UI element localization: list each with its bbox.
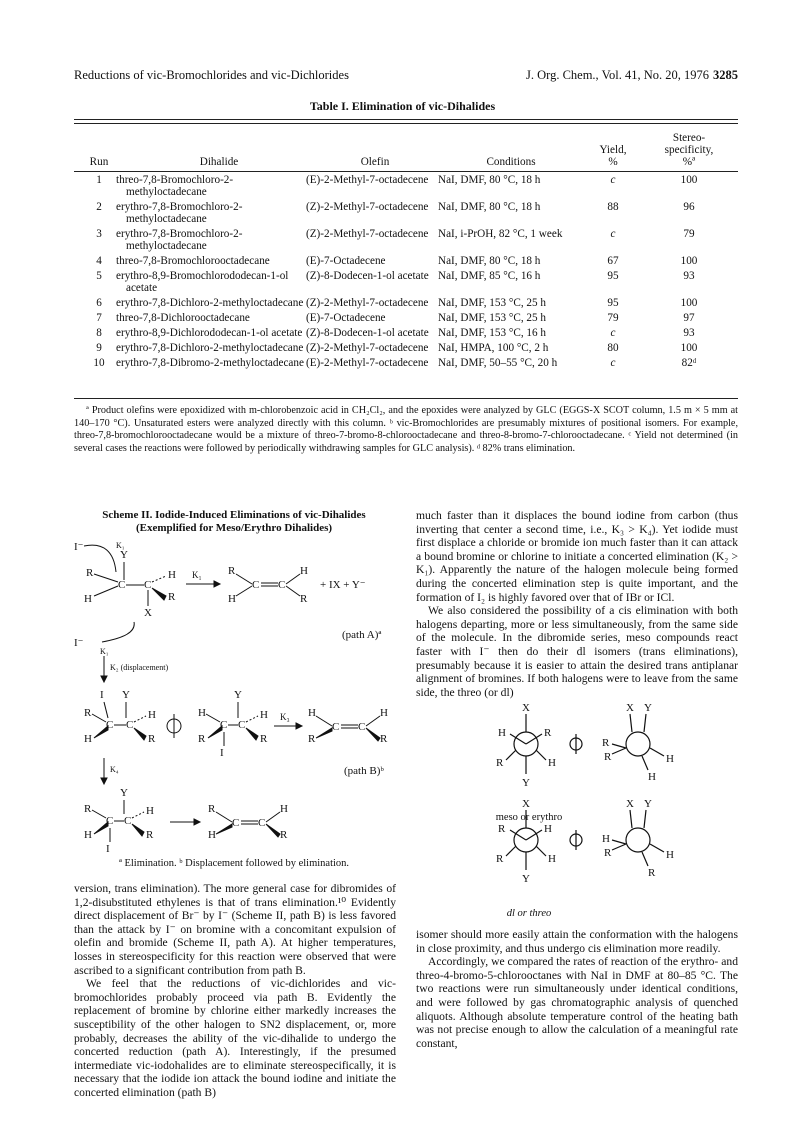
svg-text:X: X xyxy=(522,798,530,810)
svg-text:C: C xyxy=(220,719,228,731)
cell-yield: c xyxy=(610,327,616,339)
cell-run: 9 xyxy=(96,342,102,354)
svg-text:C: C xyxy=(358,721,366,733)
svg-text:C: C xyxy=(106,719,114,731)
col-olefin: Olefin xyxy=(360,156,390,168)
scheme-footnote: ª Elimination. ᵇ Displacement followed by elimination. xyxy=(118,858,350,869)
table-row xyxy=(74,198,738,225)
header-left-title: Reductions of vic-Bromochlorides and vic-Dichlorides xyxy=(74,68,349,82)
table-row xyxy=(74,225,738,252)
cell-olefin: (Z)-2-Methyl-7-octadecene xyxy=(306,297,429,309)
cell-olefin: (E)-7-Octadecene xyxy=(306,312,386,324)
cell-olefin: (E)-7-Octadecene xyxy=(306,255,386,267)
cell-run: 6 xyxy=(96,297,102,309)
left-paragraph-2: We feel that the reductions of vic-dichlorides and vic-bromochlorides probably proceed via path B. Evidently the replacement of bromine by chlorine either markedly increases the susceptibility of the other halogen to SN2 displacement, or, more probably, decreases the ability of the vic-dihalide to undergo the concerted reduction (path A). Interestingly, if the presumed intermediate vic-iodohalides are to eliminate stereospecifically, it is necessary that the iodide ion attack the bound iodine and initiate the concerted elimination (path B) xyxy=(74,977,396,1099)
newman-projections xyxy=(470,700,700,910)
path-b-label: (path B)ᵇ xyxy=(344,765,384,777)
svg-text:R: R xyxy=(146,829,154,841)
running-header xyxy=(74,68,738,83)
svg-text:C: C xyxy=(332,721,340,733)
cell-olefin: (E)-2-Methyl-7-octadecene xyxy=(306,357,429,369)
cell-run: 7 xyxy=(96,312,102,324)
cell-stereospecificity: 93 xyxy=(683,327,695,339)
svg-text:R: R xyxy=(308,733,316,745)
svg-text:R: R xyxy=(198,733,206,745)
left-paragraph-1: version, trans elimination). The more general case for dibromides of 1,2-disubstituted ethylenes is that of trans elimination.¹⁰ Evidently direct displacement of Br⁻ by I⁻ (Scheme II, path B) is less favored than the attack by I⁻ on bromine with a concomitant expulsion of olefin and bromide (Scheme II, path A). At higher temperatures, losses in stereospecificity for this reaction were observed that were ascribed to a significant contribution from path B. xyxy=(74,882,396,977)
cell-yield: 95 xyxy=(607,270,619,282)
svg-text:Y: Y xyxy=(122,689,130,701)
cell-run: 1 xyxy=(96,174,102,186)
cell-dihalide: erythro-8,9-Dichlorododecan-1-ol acetate xyxy=(116,327,303,339)
svg-text:C: C xyxy=(258,817,266,829)
cell-yield: 67 xyxy=(607,255,619,267)
products-label: + IX + Y⁻ xyxy=(320,579,366,591)
newman-caption-dl: dl or threo xyxy=(506,908,552,919)
table-title: Table I. Elimination of vic-Dihalides xyxy=(309,99,496,113)
svg-text:H: H xyxy=(168,569,176,581)
svg-text:C: C xyxy=(238,719,246,731)
svg-text:I: I xyxy=(220,747,224,759)
col-conditions: Conditions xyxy=(486,156,536,168)
col-dihalide: Dihalide xyxy=(199,156,239,168)
cell-olefin: (Z)-2-Methyl-7-octadecene xyxy=(306,342,429,354)
svg-text:H: H xyxy=(498,727,506,739)
svg-text:H: H xyxy=(198,707,206,719)
svg-text:H: H xyxy=(146,805,154,817)
svg-text:R: R xyxy=(168,591,176,603)
svg-text:R: R xyxy=(604,847,612,859)
cell-conditions: NaI, DMF, 153 °C, 16 h xyxy=(438,327,546,339)
table-row xyxy=(74,309,738,324)
cell-run: 2 xyxy=(96,201,102,213)
table-row xyxy=(74,294,738,309)
svg-text:I⁻: I⁻ xyxy=(74,541,84,553)
svg-text:R: R xyxy=(496,853,504,865)
svg-text:R: R xyxy=(496,757,504,769)
svg-text:X: X xyxy=(626,702,634,714)
svg-text:R: R xyxy=(300,593,308,605)
cell-conditions: NaI, DMF, 153 °C, 25 h xyxy=(438,312,546,324)
cell-conditions: NaI, DMF, 50–55 °C, 20 h xyxy=(438,357,558,369)
cell-olefin: (Z)-8-Dodecen-1-ol acetate xyxy=(306,327,429,339)
scheme-ii-diagram xyxy=(74,538,399,854)
cell-dihalide: erythro-7,8-Bromochloro-2-methyloctadecane xyxy=(116,228,243,252)
cell-yield: c xyxy=(610,228,616,240)
svg-text:Y: Y xyxy=(644,702,652,714)
path-a-label: (path A)ª xyxy=(342,629,382,641)
svg-text:R: R xyxy=(84,707,92,719)
cell-olefin: (Z)-2-Methyl-7-octadecene xyxy=(306,228,429,240)
table-row xyxy=(74,354,738,369)
svg-text:R: R xyxy=(84,803,92,815)
cell-run: 4 xyxy=(96,255,102,267)
cell-stereospecificity: 100 xyxy=(680,342,698,354)
cell-dihalide: erythro-8,9-Bromochlorododecan-1-ol acetate xyxy=(116,270,289,294)
svg-text:R: R xyxy=(280,829,288,841)
cell-dihalide: erythro-7,8-Dichloro-2-methyloctadecane xyxy=(116,297,304,309)
svg-text:R: R xyxy=(602,737,610,749)
k2-label: K₂ (displacement) xyxy=(110,663,169,672)
svg-text:R: R xyxy=(604,751,612,763)
scheme-title: Scheme II. Iodide-Induced Eliminations of vic-Dihalides (Exemplified for Meso/Erythro Dihalides) xyxy=(102,509,366,534)
svg-text:X: X xyxy=(144,607,152,619)
svg-text:K₁: K₁ xyxy=(100,647,109,656)
cell-conditions: NaI, DMF, 85 °C, 16 h xyxy=(438,270,541,282)
svg-text:C: C xyxy=(144,579,152,591)
svg-text:R: R xyxy=(260,733,268,745)
svg-text:C: C xyxy=(232,817,240,829)
svg-text:R: R xyxy=(648,867,656,879)
table-body xyxy=(74,171,738,369)
cell-stereospecificity: 79 xyxy=(683,228,695,240)
right-column-text-bottom xyxy=(416,928,738,1050)
svg-text:Y: Y xyxy=(522,873,530,885)
svg-text:H: H xyxy=(228,593,236,605)
col-run: Run xyxy=(89,156,109,168)
cell-stereospecificity: 96 xyxy=(683,201,695,213)
svg-text:H: H xyxy=(84,829,92,841)
cell-olefin: (E)-2-Methyl-7-octadecene xyxy=(306,174,429,186)
svg-text:I: I xyxy=(106,843,110,854)
cell-conditions: NaI, DMF, 153 °C, 25 h xyxy=(438,297,546,309)
header-journal: J. Org. Chem., Vol. 41, No. 20, 1976 3285 xyxy=(525,68,738,82)
cell-run: 10 xyxy=(93,357,105,369)
svg-text:R: R xyxy=(228,565,236,577)
cell-conditions: NaI, DMF, 80 °C, 18 h xyxy=(438,255,541,267)
cell-yield: 88 xyxy=(607,201,619,213)
svg-text:Y: Y xyxy=(234,689,242,701)
svg-text:C: C xyxy=(278,579,286,591)
cell-dihalide: erythro-7,8-Bromochloro-2-methyloctadecane xyxy=(116,201,243,225)
svg-text:H: H xyxy=(308,707,316,719)
svg-text:R: R xyxy=(208,803,216,815)
col-stereospecificity: Stereo- specificity, %ª xyxy=(664,132,714,168)
page-number: 3285 xyxy=(713,68,738,82)
cell-yield: c xyxy=(610,174,616,186)
table-row xyxy=(74,252,738,267)
svg-text:Y: Y xyxy=(522,777,530,789)
svg-text:H: H xyxy=(84,593,92,605)
svg-text:H: H xyxy=(666,849,674,861)
right-paragraph-2: We also considered the possibility of a cis elimination with both halogens departing, more or less simultaneously, from the same side of the molecule. In the dibromide series, meso compounds react faster with I⁻ then do their dl isomers (trans eliminations), presumably because it is easier to attain the desired trans antiplanar alignment of bromines. If both halogens were to leave from the same side, the threo (or dl) xyxy=(416,604,738,699)
cell-run: 5 xyxy=(96,270,102,282)
svg-text:H: H xyxy=(602,833,610,845)
k3-label: K₃ xyxy=(280,712,290,722)
cell-stereospecificity: 100 xyxy=(680,297,698,309)
cell-yield: 80 xyxy=(607,342,619,354)
svg-text:C: C xyxy=(124,815,132,827)
svg-text:X: X xyxy=(522,702,530,714)
svg-text:R: R xyxy=(148,733,156,745)
cell-yield: 79 xyxy=(607,312,619,324)
cell-stereospecificity: 93 xyxy=(683,270,695,282)
cell-dihalide: erythro-7,8-Dichloro-2-methyloctadecane xyxy=(116,342,304,354)
cell-olefin: (Z)-2-Methyl-7-octadecene xyxy=(306,201,429,213)
elimination-table xyxy=(74,126,738,369)
cell-run: 3 xyxy=(96,228,102,240)
right-paragraph-4: Accordingly, we compared the rates of reaction of the erythro- and threo-4-bromo-5-chlorooctanes with NaI in DMF at 80–85 °C. The two reactions were run simultaneously under identical conditions, and were followed by gas chromatographic analysis of quenched aliquots. Although absolute temperature control of the heating bath was not precise enough to allow the calculation of a meaningful rate constant, xyxy=(416,955,738,1050)
svg-text:Y: Y xyxy=(644,798,652,810)
svg-text:H: H xyxy=(548,757,556,769)
svg-text:Y: Y xyxy=(120,549,128,561)
cell-conditions: NaI, DMF, 80 °C, 18 h xyxy=(438,201,541,213)
svg-text:H: H xyxy=(666,753,674,765)
svg-text:R: R xyxy=(544,727,552,739)
svg-text:R: R xyxy=(380,733,388,745)
k4-label: K₄ xyxy=(110,765,119,774)
svg-text:Y: Y xyxy=(120,787,128,799)
svg-text:H: H xyxy=(280,803,288,815)
svg-text:H: H xyxy=(260,709,268,721)
svg-text:H: H xyxy=(208,829,216,841)
cell-conditions: NaI, i-PrOH, 82 °C, 1 week xyxy=(438,228,563,240)
cell-dihalide: erythro-7,8-Dibromo-2-methyloctadecane xyxy=(116,357,304,369)
table-row xyxy=(74,324,738,339)
table-footnotes: ª Product olefins were epoxidized with m-chlorobenzoic acid in CH₂Cl₂, and the epoxides were analyzed by GLC (EGGS-X SCOT column, 1.5 m × 5 mm at 140–170 °C). Unsaturated esters were analyzed directly with this column. ᵇ vic-Bromochlorides are presumably mixtures of positional isomers. For example, threo-7,8-bromochlorooctadecane would be a mixture of threo-7-bromo-8-chlorooctadecane and threo-8-bromo-7-chlorooctadecane. ᶜ Yield not determined (in several cases the reactions were followed by periodically withdrawing samples for GLC analysis). ᵈ 82% trans elimination. xyxy=(74,405,738,454)
table-row xyxy=(74,267,738,294)
svg-text:C: C xyxy=(118,579,126,591)
cell-conditions: NaI, DMF, 80 °C, 18 h xyxy=(438,174,541,186)
table-row xyxy=(74,171,738,198)
cell-stereospecificity: 100 xyxy=(680,255,698,267)
svg-text:H: H xyxy=(544,823,552,835)
svg-text:H: H xyxy=(148,709,156,721)
cell-dihalide: threo-7,8-Dichlorooctadecane xyxy=(116,312,250,324)
cell-yield: c xyxy=(610,357,616,369)
svg-text:R: R xyxy=(498,823,506,835)
cell-olefin: (Z)-8-Dodecen-1-ol acetate xyxy=(306,270,429,282)
col-yield: Yield, % xyxy=(599,144,627,168)
table-bottom-rule xyxy=(74,398,738,399)
svg-text:I: I xyxy=(100,689,104,701)
cell-dihalide: threo-7,8-Bromochloro-2-methyloctadecane xyxy=(116,174,234,198)
svg-text:R: R xyxy=(86,567,94,579)
cell-stereospecificity: 97 xyxy=(683,312,695,324)
cell-yield: 95 xyxy=(607,297,619,309)
svg-text:H: H xyxy=(380,707,388,719)
table-top-rule xyxy=(74,119,738,120)
svg-text:H: H xyxy=(548,853,556,865)
svg-text:H: H xyxy=(648,771,656,783)
right-paragraph-1: much faster than it displaces the bound iodine from carbon (thus inverting that center a second time, i.e., K₃ > K₄). Yet iodide must first displace a chloride or bromide ion much faster than it can attack a bound bromine or chlorine to initiate a concerted elimination (K₂ > K₁). Apparently the nature of the halogen molecule being formed during the concerted elimination step is quite important, and the formation of I₂ is highly favored over that of IBr or ICl. xyxy=(416,509,738,604)
newman-caption-meso: meso or erythro xyxy=(495,812,563,823)
table-row xyxy=(74,339,738,354)
cell-run: 8 xyxy=(96,327,102,339)
left-column-text xyxy=(74,882,396,1100)
svg-text:C: C xyxy=(252,579,260,591)
svg-text:C: C xyxy=(126,719,134,731)
k1-label: K₁ xyxy=(116,541,125,550)
right-paragraph-3: isomer should more easily attain the conformation with the halogens in close proximity, and thus undergo cis elimination more readily. xyxy=(416,928,738,955)
svg-text:H: H xyxy=(84,733,92,745)
table-top-rule-2 xyxy=(74,123,738,124)
svg-text:C: C xyxy=(106,815,114,827)
cell-conditions: NaI, HMPA, 100 °C, 2 h xyxy=(438,342,549,354)
svg-text:I⁻: I⁻ xyxy=(74,637,84,649)
right-column-text-top xyxy=(416,509,738,699)
cell-stereospecificity: 100 xyxy=(680,174,698,186)
cell-stereospecificity: 82ᵈ xyxy=(681,357,697,369)
cell-dihalide: threo-7,8-Bromochlorooctadecane xyxy=(116,255,270,267)
svg-text:X: X xyxy=(626,798,634,810)
svg-text:H: H xyxy=(300,565,308,577)
svg-text:K₁: K₁ xyxy=(192,570,202,580)
